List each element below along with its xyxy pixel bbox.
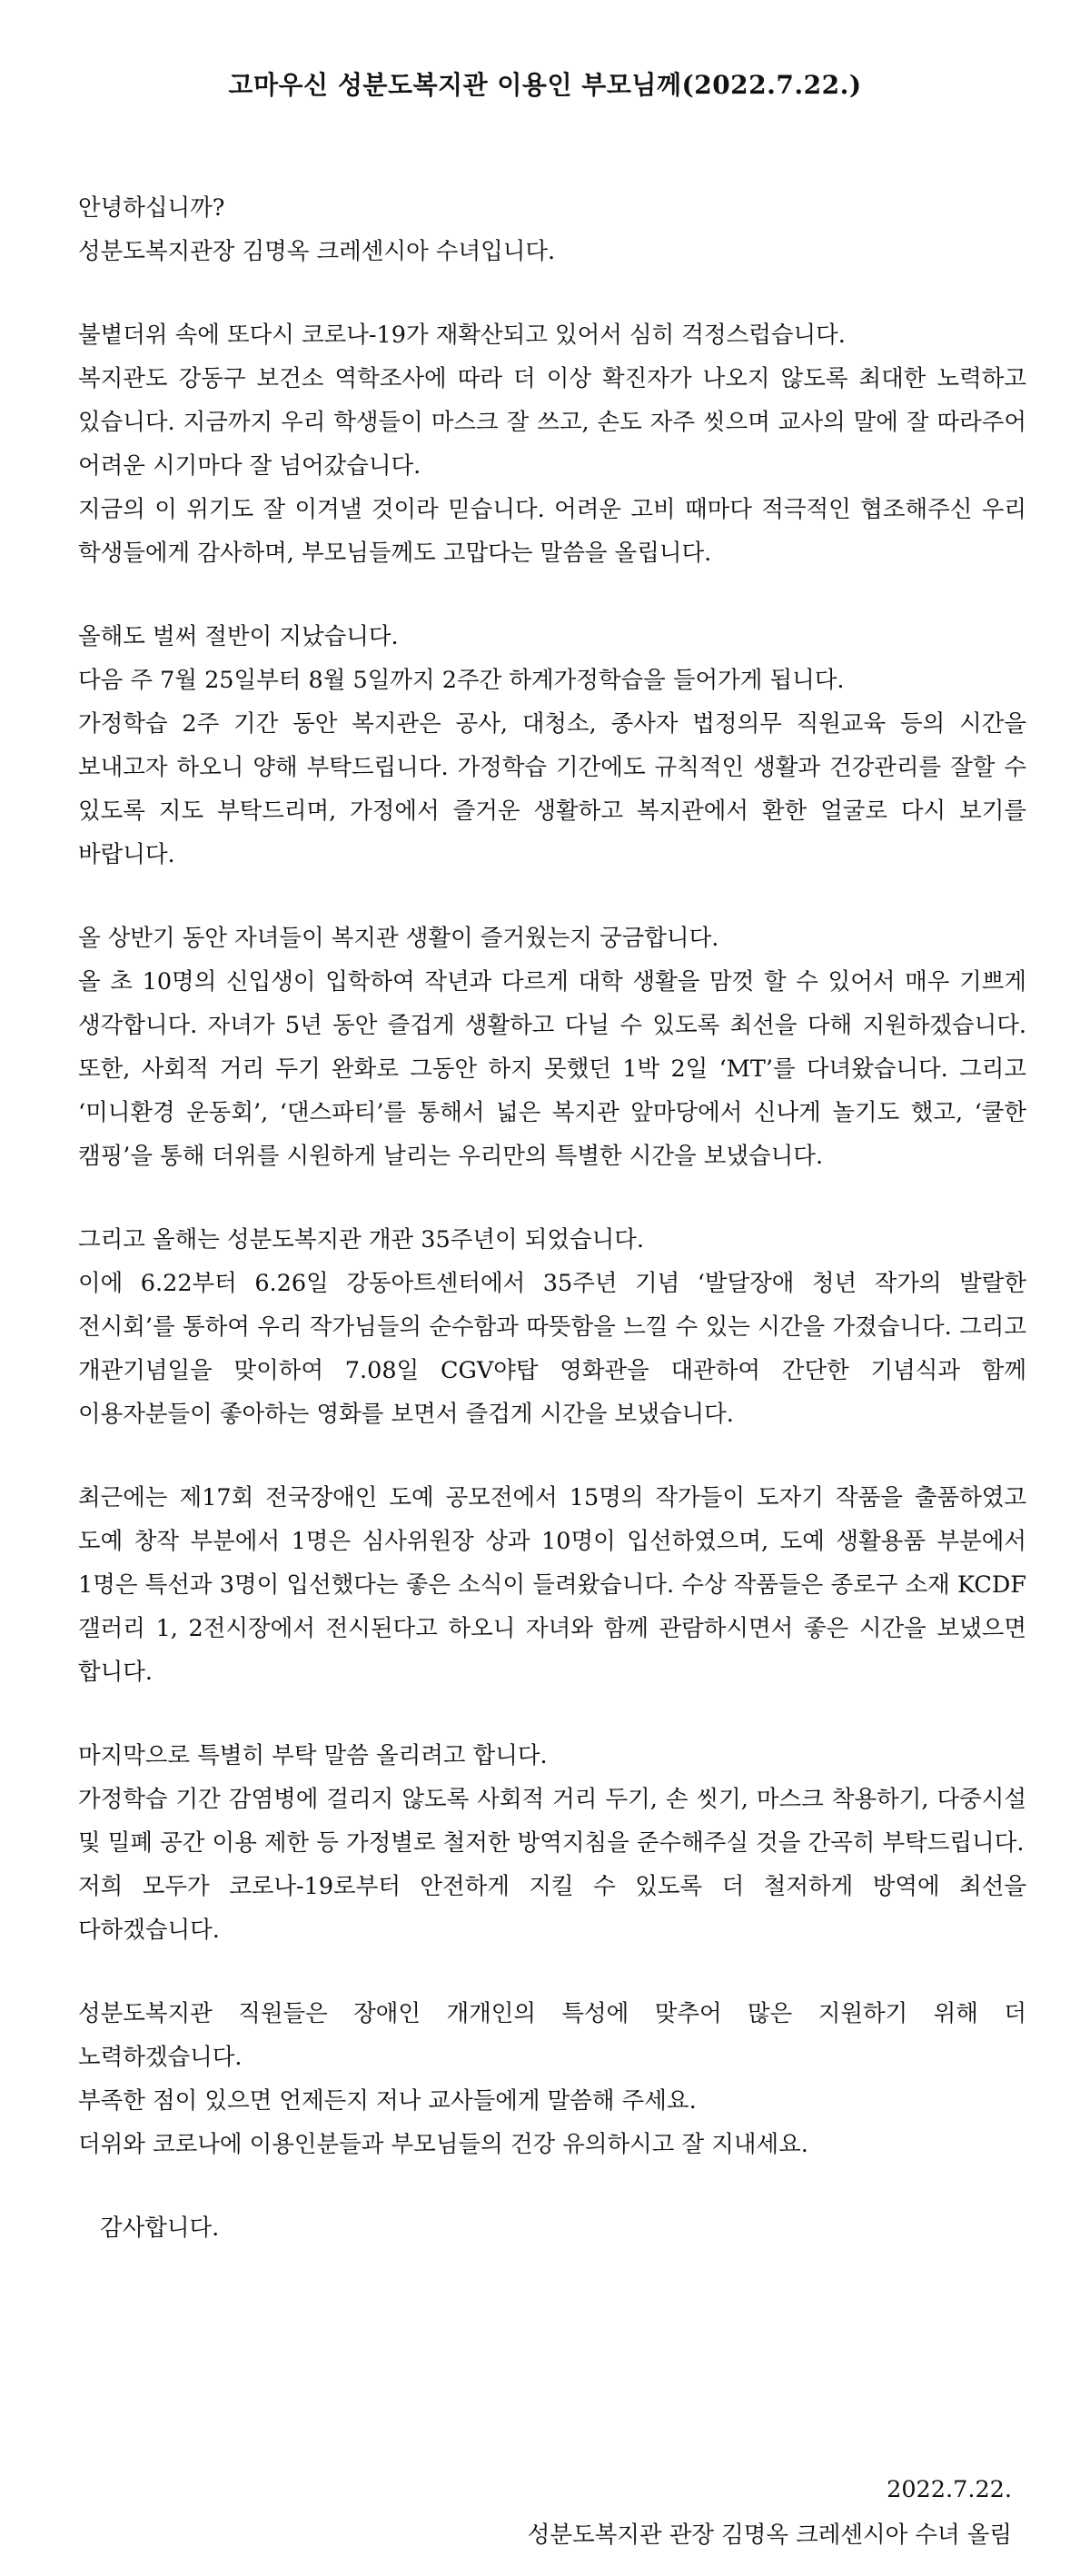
signature-author: 성분도복지관 관장 김명옥 크레센시아 수녀 올림: [527, 2522, 1012, 2549]
paragraph-spacer: [78, 575, 1026, 615]
paragraph-ceramics: [78, 1476, 1026, 1694]
paragraph-home-study: [78, 615, 1026, 877]
paragraph-line: 가정학습 기간 감염병에 걸리지 않도록 사회적 거리 두기, 손 씻기, 마스크 착용하기, 다중시설 및 밀폐 공간 이용 제한 등 가정별로 철저한 방역지침을 준수해주실 것을 간곡히 부탁드립니다.: [78, 1786, 1026, 1857]
paragraph-line: 그리고 올해는 성분도복지관 개관 35주년이 되었습니다.: [78, 1226, 645, 1253]
paragraph-line: 복지관도 강동구 보건소 역학조사에 따라 더 이상 확진자가 나오지 않도록 최대한 노력하고 있습니다. 지금까지 우리 학생들이 마스크 잘 쓰고, 손도 자주 씻으며 교사의 말에 잘 따라주어 어려운 시기마다 잘 넘어갔습니다.: [78, 365, 1026, 480]
paragraph-line: 저희 모두가 코로나-19로부터 안전하게 지킬 수 있도록 더 철저하게 방역에 최선을 다하겠습니다.: [78, 1873, 1026, 1944]
letter-body: [78, 186, 1026, 2250]
signature-block: [528, 2467, 1012, 2558]
paragraph-request: [78, 1734, 1026, 1952]
paragraph-covid: [78, 313, 1026, 575]
paragraph-line: 다음 주 7월 25일부터 8월 5일까지 2주간 하계가정학습을 들어가게 됩니다.: [78, 667, 845, 694]
paragraph-line: 가정학습 2주 기간 동안 복지관은 공사, 대청소, 종사자 법정의무 직원교육 등의 시간을 보내고자 하오니 양해 부탁드립니다. 가정학습 기간에도 규칙적인 생활과 건강관리를 잘할 수 있도록 지도 부탁드리며, 가정에서 즐거운 생활하고 복지관에서 환한 얼굴로 다시 보기를 바랍니다.: [78, 710, 1026, 868]
paragraph-line: 이에 6.22부터 6.26일 강동아트센터에서 35주년 기념 ‘발달장애 청년 작가의 발랄한 전시회’를 통하여 우리 작가님들의 순수함과 따뜻함을 느낄 수 있는 시간을 가졌습니다. 그리고 개관기념일을 맞이하여 7.08일 CGV야탑 영화관을 대관하여 간단한 기념식과 함께 이용자분들이 좋아하는 영화를 보면서 즐겁게 시간을 보냈습니다.: [78, 1270, 1026, 1428]
paragraph-line: 올 상반기 동안 자녀들이 복지관 생활이 즐거웠는지 궁금합니다.: [78, 925, 719, 952]
paragraph-line: 성분도복지관 직원들은 장애인 개개인의 특성에 맞추어 많은 지원하기 위해 더 노력하겠습니다.: [78, 2000, 1026, 2071]
letter-title: 고마우신 성분도복지관 이용인 부모님께(2022.7.22.): [228, 70, 862, 100]
paragraph-spacer: [78, 1178, 1026, 1218]
paragraph-greeting: [78, 186, 1026, 273]
paragraph-spacer: [78, 1952, 1026, 1992]
paragraph-staff: [78, 1992, 1026, 2166]
paragraph-line: 안녕하십니까?: [78, 194, 225, 222]
paragraph-line: 지금의 이 위기도 잘 이겨낼 것이라 믿습니다. 어려운 고비 때마다 적극적인 협조해주신 우리 학생들에게 감사하며, 부모님들께도 고맙다는 말씀을 올립니다.: [78, 496, 1026, 567]
paragraph-spacer: [78, 2166, 1026, 2206]
paragraph-spacer: [78, 273, 1026, 313]
signature-date: 2022.7.22.: [887, 2476, 1012, 2503]
paragraph-spacer: [78, 1694, 1026, 1734]
paragraph-line: 불볕더위 속에 또다시 코로나-19가 재확산되고 있어서 심히 걱정스럽습니다.: [78, 322, 846, 349]
paragraph-line: 올해도 벌써 절반이 지났습니다.: [78, 623, 399, 650]
paragraph-first-half: [78, 916, 1026, 1178]
paragraph-spacer: [78, 1436, 1026, 1476]
closing-text: 감사합니다.: [100, 2214, 220, 2242]
paragraph-line: 올 초 10명의 신입생이 입학하여 작년과 다르게 대학 생활을 맘껏 할 수 있어서 매우 기쁘게 생각합니다. 자녀가 5년 동안 즐겁게 생활하고 다닐 수 있도록 최선을 다해 지원하겠습니다. 또한, 사회적 거리 두기 완화로 그동안 하지 못했던 1박 2일 ‘MT’를 다녀왔습니다. 그리고 ‘미니환경 운동회’, ‘댄스파티’를 통해서 넓은 복지관 앞마당에서 신나게 놀기도 했고, ‘쿨한 캠핑’을 통해 더위를 시원하게 날리는 우리만의 특별한 시간을 보냈습니다.: [78, 968, 1026, 1170]
paragraph-anniversary: [78, 1218, 1026, 1436]
paragraph-line: 부족한 점이 있으면 언제든지 저나 교사들에게 말씀해 주세요.: [78, 2087, 697, 2115]
paragraph-line: 더위와 코로나에 이용인분들과 부모님들의 건강 유의하시고 잘 지내세요.: [78, 2131, 808, 2158]
paragraph-line: 최근에는 제17회 전국장애인 도예 공모전에서 15명의 작가들이 도자기 작품을 출품하였고 도예 창작 부분에서 1명은 심사위원장 상과 10명이 입선하였으며, 도예 생활용품 부분에서 1명은 특선과 3명이 입선했다는 좋은 소식이 들려왔습니다. 수상 작품들은 종로구 소재 KCDF 갤러리 1, 2전시장에서 전시된다고 하오니 자녀와 함께 관람하시면서 좋은 시간을 보냈으면 합니다.: [78, 1484, 1026, 1686]
paragraph-spacer: [78, 877, 1026, 916]
paragraph-line: 성분도복지관장 김명옥 크레센시아 수녀입니다.: [78, 238, 556, 265]
paragraph-line: 마지막으로 특별히 부탁 말씀 올리려고 합니다.: [78, 1742, 548, 1769]
